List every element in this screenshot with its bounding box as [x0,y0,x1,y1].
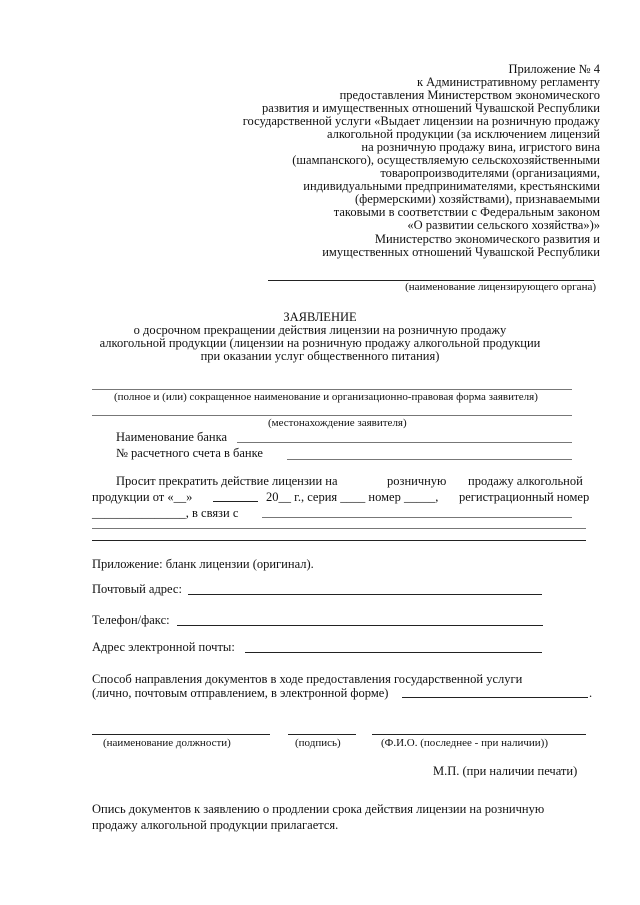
title-line: о досрочном прекращении действия лицензии на розничную продажу [133,323,507,337]
postal-label: Почтовый адрес: [92,582,182,596]
fio-field[interactable] [372,734,586,735]
position-caption: (наименование должности) [103,737,231,749]
bank-label: Наименование банка [116,430,228,444]
applicant-location-caption: (местонахождение заявителя) [268,417,407,429]
account-field[interactable] [287,459,572,460]
account-label: № расчетного счета в банке [116,446,263,460]
inventory-text: Опись документов к заявлению о продлении срока действия лицензии на розничную [92,802,545,816]
appendix-line: на розничную продажу вина, игристого вина [361,140,600,154]
appendix-line: индивидуальными предпринимателями, крестьянскими [303,179,600,193]
inventory-text: продажу алкогольной продукции прилагается. [92,818,339,832]
request-text: _______________, в связи с [92,506,239,520]
request-text: розничную [387,474,447,488]
appendix-line: к Административному регламенту [416,75,600,89]
applicant-location-field[interactable] [92,415,572,416]
delivery-field[interactable] [402,697,588,698]
reason-field-line[interactable] [92,540,586,541]
appendix-line: таковыми в соответствии с Федеральным законом [333,205,600,219]
applicant-name-field[interactable] [92,389,572,390]
request-text: регистрационный номер [459,490,590,504]
appendix-line: алкогольной продукции (за исключением лицензий [326,127,600,141]
license-month-field[interactable] [213,501,258,502]
signature-caption: (подпись) [295,737,341,749]
addressee-line: имущественных отношений Чувашской Республики [322,245,600,259]
email-label: Адрес электронной почты: [92,640,235,654]
appendix-line: предоставления Министерством экономического [339,88,600,102]
appendix-line: товаропроизводителями (организациями, [380,166,600,180]
delivery-text: (лично, почтовым отправлением, в электронной форме) [92,686,389,700]
email-field[interactable] [245,652,542,653]
document-title: ЗАЯВЛЕНИЕ [283,310,357,324]
title-line: при оказании услуг общественного питания) [200,349,440,363]
request-text: продажу алкогольной [468,474,583,488]
appendix-line: государственной услуги «Выдает лицензии на розничную продажу [242,114,600,128]
request-text: продукции от «__» [92,490,193,504]
request-text: 20__ г., серия ____ номер _____, [266,490,439,504]
applicant-name-caption: (полное и (или) сокращенное наименование и организационно-правовая форма заявителя) [114,391,538,403]
signature-field[interactable] [288,734,356,735]
request-text: Просит прекратить действие лицензии на [116,474,338,488]
delivery-period: . [589,686,593,700]
attachment-text: Приложение: бланк лицензии (оригинал). [92,557,314,571]
appendix-line: (фермерскими) хозяйствами), признаваемыми [354,192,600,206]
reason-field-line[interactable] [92,528,586,529]
fio-caption: (Ф.И.О. (последнее - при наличии)) [381,737,548,749]
appendix-line: (шампанского), осуществляемую сельскохозяйственными [292,153,600,167]
reason-field[interactable] [262,517,572,518]
licensing-body-caption: (наименование лицензирующего органа) [405,281,596,293]
bank-field[interactable] [237,442,572,443]
postal-field[interactable] [188,594,542,595]
position-field[interactable] [92,734,270,735]
appendix-line: развития и имущественных отношений Чувашской Республики [262,101,600,115]
phone-field[interactable] [177,625,543,626]
title-line: алкогольной продукции (лицензии на розничную продажу алкогольной продукции [99,336,541,350]
appendix-line: «О развитии сельского хозяйства»)» [407,218,600,232]
appendix-line: Приложение № 4 [508,62,600,76]
addressee-line: Министерство экономического развития и [374,232,600,246]
stamp-note: М.П. (при наличии печати) [433,764,578,778]
delivery-text: Способ направления документов в ходе предоставления государственной услуги [92,672,523,686]
phone-label: Телефон/факс: [92,613,170,627]
